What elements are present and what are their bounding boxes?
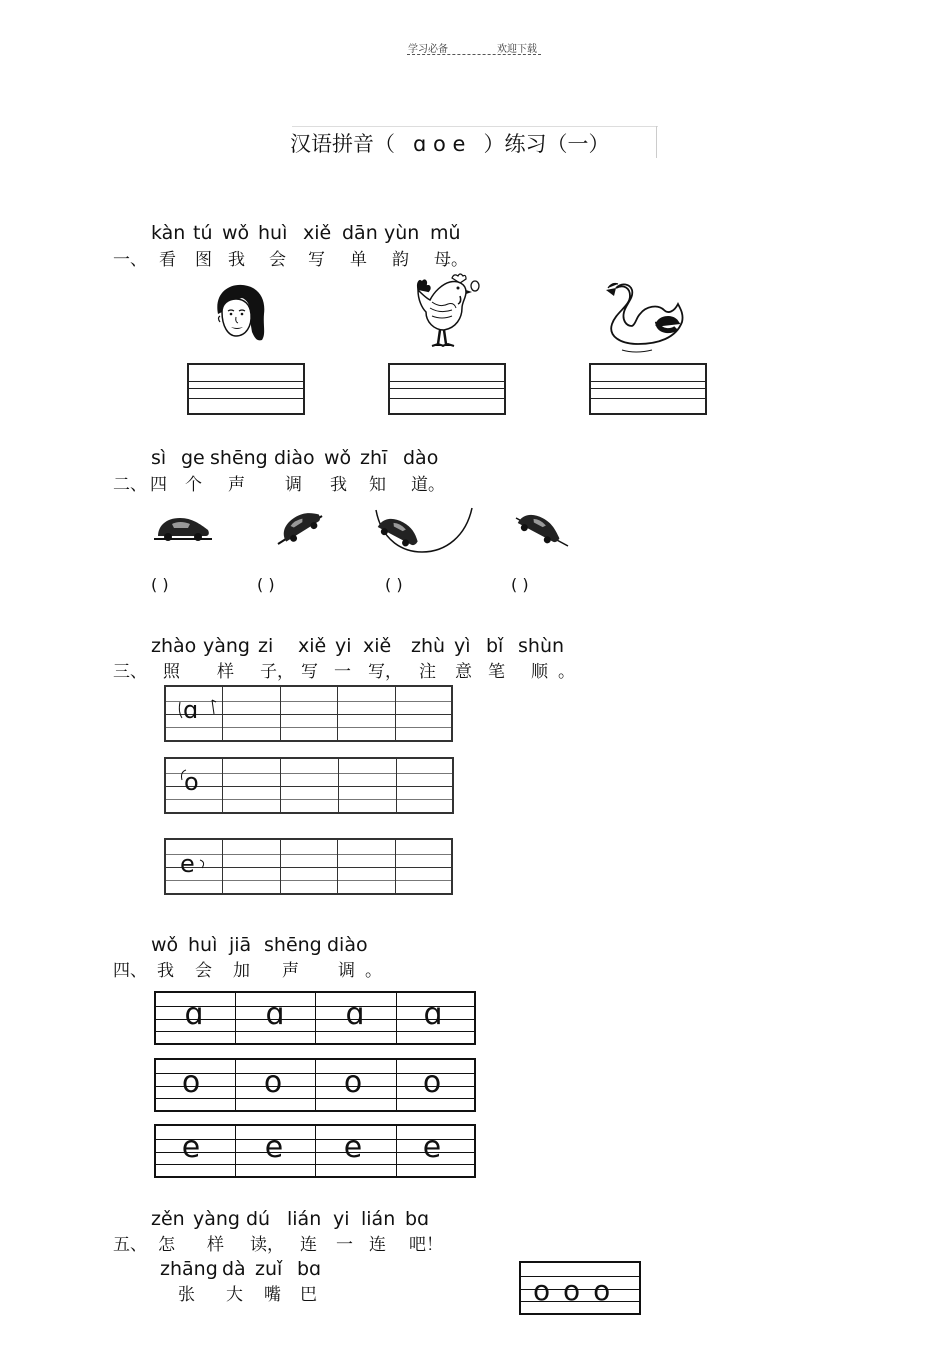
match-target-text: o o o [533,1274,613,1307]
car-dipping-tone-icon [372,506,474,554]
hanzi-char: 看 [159,250,176,270]
pinyin-word: jiā [229,934,252,956]
sample-letter-e: e [180,850,195,878]
hanzi-char: 写， [368,662,402,682]
hanzi-char: 写 [301,662,318,682]
pinyin-word: shēng [264,934,322,956]
pinyin-word: yi [333,1208,350,1230]
swan-illustration [602,278,686,354]
pinyin-word: bɑ [405,1208,430,1230]
hanzi-char: 子， [260,662,294,682]
tone-letter[interactable]: e [343,1130,363,1165]
pinyin-word: xiě [363,635,392,657]
pinyin-word: shēng [210,447,268,469]
hanzi-char: 吧！ [409,1235,443,1255]
pinyin-word: dān [342,222,378,244]
title-suffix: ）练习（一） [483,132,610,156]
hanzi-char: 声 [228,475,245,495]
sample-letter-a: ɑ [183,696,199,724]
answer-blank[interactable]: ( ) [151,575,169,594]
hanzi-char: 笔 [488,662,505,682]
pinyin-word: lián [361,1208,396,1230]
pinyin-word: lián [287,1208,322,1230]
pinyin-word: wǒ [324,447,352,469]
section-number: 一、 [113,250,147,270]
pinyin-word: huì [258,222,288,244]
sample-letter-o: o [184,768,199,796]
hanzi-char: 样 [207,1235,224,1255]
tone-letter[interactable]: o [422,1065,442,1100]
pinyin-word: dào [403,447,439,469]
hanzi-char: 顺 [531,662,548,682]
pinyin-word: yi [335,635,352,657]
hanzi-char: 图 [195,250,212,270]
rooster-illustration [412,272,482,354]
hanzi-char: 。 [558,662,575,682]
writing-box[interactable] [388,363,506,415]
hanzi-char: 一 [334,662,351,682]
header-rule [407,54,541,55]
title-top-rule [292,126,658,127]
hanzi-char: 连 [300,1235,317,1255]
girl-face-illustration [210,282,270,344]
hanzi-char: 嘴 [264,1285,281,1305]
pinyin-word: diào [274,447,315,469]
pinyin-word: zhù [411,635,446,657]
tone-letter[interactable]: o [343,1065,363,1100]
pinyin-word: zhào [151,635,197,657]
hanzi-char: 照 [163,662,180,682]
hanzi-char: 会 [195,961,212,981]
practice-grid-o[interactable] [164,757,454,814]
pinyin-word: xiě [298,635,327,657]
hanzi-char: 我 [157,961,174,981]
hanzi-char: 怎 [158,1235,175,1255]
pinyin-word: tú [193,222,213,244]
page-title [290,128,609,158]
stroke-order-arrow-icon [176,698,220,722]
pinyin-word: wǒ [222,222,250,244]
pinyin-word: mǔ [430,222,461,244]
hanzi-char: 四 [150,475,167,495]
hanzi-char: 加 [233,961,250,981]
tone-letter[interactable]: e [181,1130,201,1165]
car-flat-tone-icon [152,508,214,544]
title-prefix: 汉语拼音（ [290,132,395,156]
hanzi-char: 道。 [411,475,445,495]
tone-letter[interactable]: ɑ [423,997,443,1032]
pinyin-word: huì [188,934,218,956]
hanzi-char: 样 [217,662,234,682]
pinyin-word: kàn [151,222,186,244]
hanzi-char: 调 [285,475,302,495]
hanzi-char: 单 [350,250,367,270]
stroke-order-arrow-icon [198,856,208,872]
hanzi-char: 声 [282,961,299,981]
pinyin-word: zuǐ [255,1258,283,1280]
pinyin-word: dà [222,1258,246,1280]
hanzi-char: 我 [228,250,245,270]
pinyin-word: zěn [151,1208,185,1230]
pinyin-word: dú [246,1208,271,1230]
header-left: 学习必备 [408,44,448,55]
pinyin-word: bɑ [297,1258,322,1280]
pinyin-word: shùn [518,635,565,657]
hanzi-char: 张 [178,1285,195,1305]
tone-letter[interactable]: o [181,1065,201,1100]
hanzi-char: 韵 [392,250,409,270]
pinyin-word: diào [327,934,368,956]
answer-blank[interactable]: ( ) [257,575,275,594]
title-side-rule [656,126,657,158]
title-letters: ɑ o e [413,132,466,156]
hanzi-char: 读， [250,1235,284,1255]
stroke-order-arrow-icon [178,768,190,784]
hanzi-char: 会 [269,250,286,270]
writing-box[interactable] [187,363,305,415]
hanzi-char: 大 [226,1285,243,1305]
section-number: 二、 [113,475,147,495]
writing-box[interactable] [589,363,707,415]
section-number: 五、 [113,1235,147,1255]
tone-letter[interactable]: ɑ [265,997,285,1032]
pinyin-word: yì [454,635,471,657]
hanzi-char: 个 [185,475,202,495]
section-number: 三、 [113,662,147,682]
hanzi-char: 知 [369,475,386,495]
section-number: 四、 [113,961,147,981]
hanzi-char: 一 [336,1235,353,1255]
pinyin-word: wǒ [151,934,179,956]
pinyin-word: sì [151,447,167,469]
tone-letter[interactable]: e [264,1130,284,1165]
hanzi-char: 意 [455,662,472,682]
hanzi-char: 我 [330,475,347,495]
hanzi-char: 调 [338,961,355,981]
tone-letter[interactable]: ɑ [184,997,204,1032]
pinyin-word: zhī [360,447,388,469]
tone-letter[interactable]: o [263,1065,283,1100]
header-right: 欢迎下载 [497,44,537,55]
hanzi-char: 母。 [434,250,468,270]
pinyin-word: yàng [203,635,250,657]
car-rising-tone-icon [276,502,324,546]
pinyin-word: bǐ [486,635,504,657]
pinyin-word: yùn [384,222,420,244]
pinyin-word: zi [258,635,274,657]
hanzi-char: 巴 [300,1285,317,1305]
pinyin-word: zhāng [160,1258,218,1280]
hanzi-char: 连 [369,1235,386,1255]
pinyin-word: ge [181,447,205,469]
tone-letter[interactable]: e [422,1130,442,1165]
pinyin-word: yàng [193,1208,240,1230]
tone-letter[interactable]: ɑ [345,997,365,1032]
hanzi-char: 注 [419,662,436,682]
hanzi-char: 写 [308,250,325,270]
answer-blank[interactable]: ( ) [385,575,403,594]
answer-blank[interactable]: ( ) [511,575,529,594]
car-falling-tone-icon [512,508,570,548]
hanzi-char: 。 [365,961,382,981]
pinyin-word: xiě [303,222,332,244]
